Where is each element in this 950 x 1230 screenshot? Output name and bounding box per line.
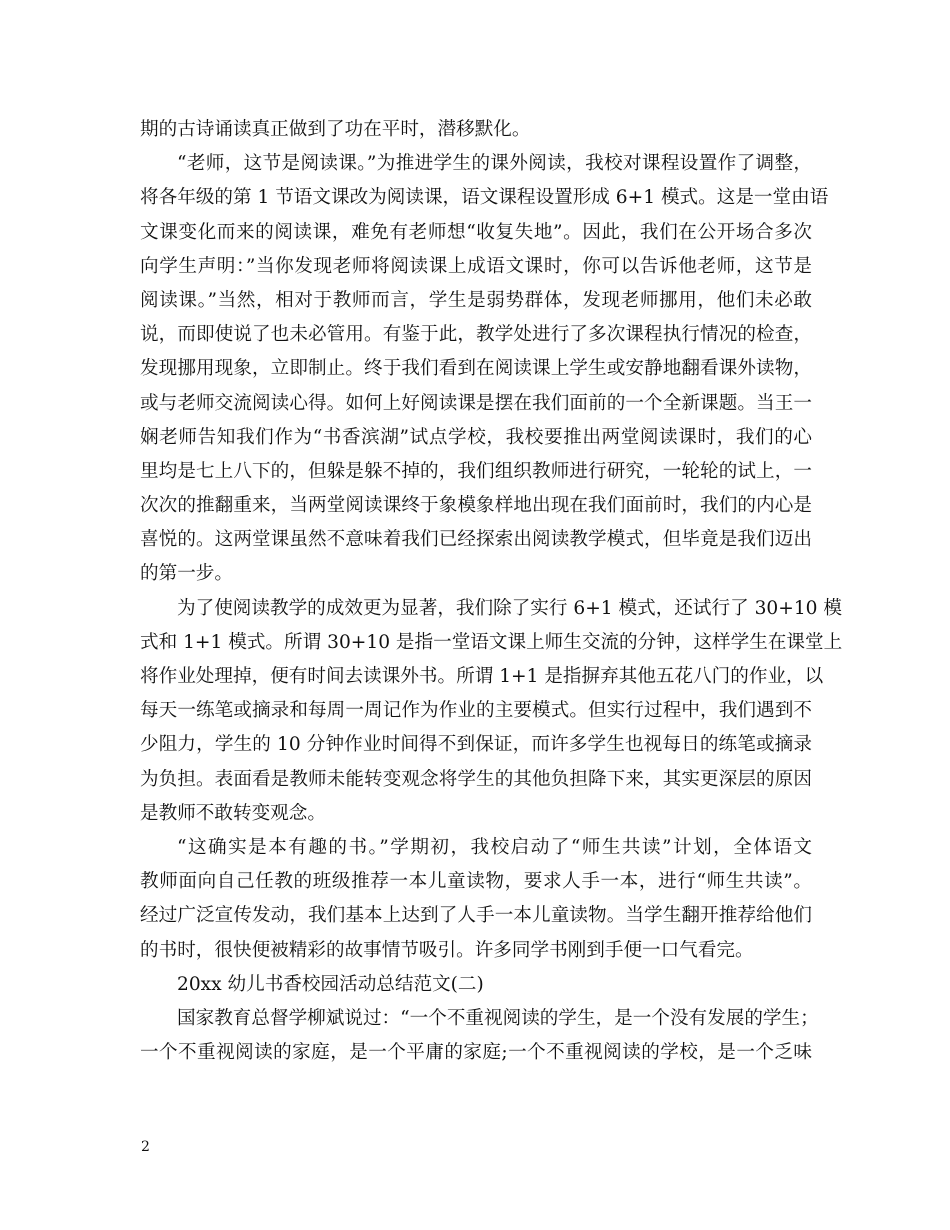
text-line-28: 一个不重视阅读的家庭，是一个平庸的家庭;一个不重视阅读的学校，是一个乏味 (140, 1042, 812, 1064)
page-number: 2 (141, 1139, 150, 1155)
text-line-3: 将各年级的第 1 节语文课改为阅读课，语文课程设置形成 6+1 模式。这是一堂由语 (140, 187, 829, 209)
text-line-11: 里均是七上八下的，但躲是躲不掉的，我们组织教师进行研究，一轮轮的试上，一 (140, 460, 812, 482)
text-line-2: “老师，这节是阅读课。”为推进学生的课外阅读，我校对课程设置作了调整， (177, 153, 812, 175)
text-line-18: 每天一练笔或摘录和每周一周记作为作业的主要模式。但实行过程中，我们遇到不 (140, 700, 812, 722)
text-line-4: 文课变化而来的阅读课，难免有老师想“收复失地”。因此，我们在公开场合多次 (140, 221, 812, 243)
text-line-16: 式和 1+1 模式。所谓 30+10 是指一堂语文课上师生交流的分钟，这样学生在课堂上 (140, 631, 843, 653)
text-line-7: 说，而即使说了也未必管用。有鉴于此，教学处进行了多次课程执行情况的检查， (140, 324, 812, 346)
text-line-6: 阅读课。”当然，相对于教师而言，学生是弱势群体，发现老师挪用，他们未必敢 (140, 289, 812, 311)
text-line-8: 发现挪用现象，立即制止。终于我们看到在阅读课上学生或安静地翻看课外读物， (140, 358, 812, 380)
text-line-14: 的第一步。 (140, 563, 233, 585)
section-heading: 20xx 幼儿书香校园活动总结范文(二) (177, 973, 484, 995)
text-line-5: 向学生声明：”当你发现老师将阅读课上成语文课时，你可以告诉他老师，这节是 (140, 255, 812, 277)
text-line-23: 教师面向自己任教的班级推荐一本儿童读物，要求人手一本，进行“师生共读”。 (140, 871, 812, 893)
text-line-10: 娴老师告知我们作为“书香滨湖”试点学校，我校要推出两堂阅读课时，我们的心 (140, 426, 812, 448)
text-line-12: 次次的推翻重来，当两堂阅读课终于象模象样地出现在我们面前时，我们的内心是 (140, 495, 812, 517)
text-line-21: 是教师不敢转变观念。 (140, 802, 326, 824)
document-body (140, 113, 843, 1070)
text-line-19: 少阻力，学生的 10 分钟作业时间得不到保证，而许多学生也视每日的练笔或摘录 (140, 734, 812, 756)
text-line-1: 期的古诗诵读真正做到了功在平时，潜移默化。 (140, 119, 531, 140)
text-line-17: 将作业处理掉，便有时间去读课外书。所谓 1+1 是指摒弃其他五花八门的作业，以 (140, 666, 824, 687)
text-line-25: 的书时，很快便被精彩的故事情节吸引。许多同学书刚到手便一口气看完。 (140, 939, 754, 961)
text-line-15: 为了使阅读教学的成效更为显著，我们除了实行 6+1 模式，还试行了 30+10 模 (177, 597, 843, 619)
text-line-9: 或与老师交流阅读心得。如何上好阅读课是摆在我们面前的一个全新课题。当王一 (140, 392, 812, 414)
text-line-20: 为负担。表面看是教师未能转变观念将学生的其他负担降下来，其实更深层的原因 (140, 768, 812, 790)
text-line-27: 国家教育总督学柳斌说过：“一个不重视阅读的学生，是一个没有发展的学生； (177, 1007, 819, 1029)
text-line-13: 喜悦的。这两堂课虽然不意味着我们已经探索出阅读教学模式，但毕竟是我们迈出 (140, 529, 812, 551)
text-line-22: “这确实是本有趣的书。”学期初，我校启动了“师生共读”计划，全体语文 (177, 836, 812, 858)
text-line-24: 经过广泛宣传发动，我们基本上达到了人手一本儿童读物。当学生翻开推荐给他们 (140, 905, 812, 927)
